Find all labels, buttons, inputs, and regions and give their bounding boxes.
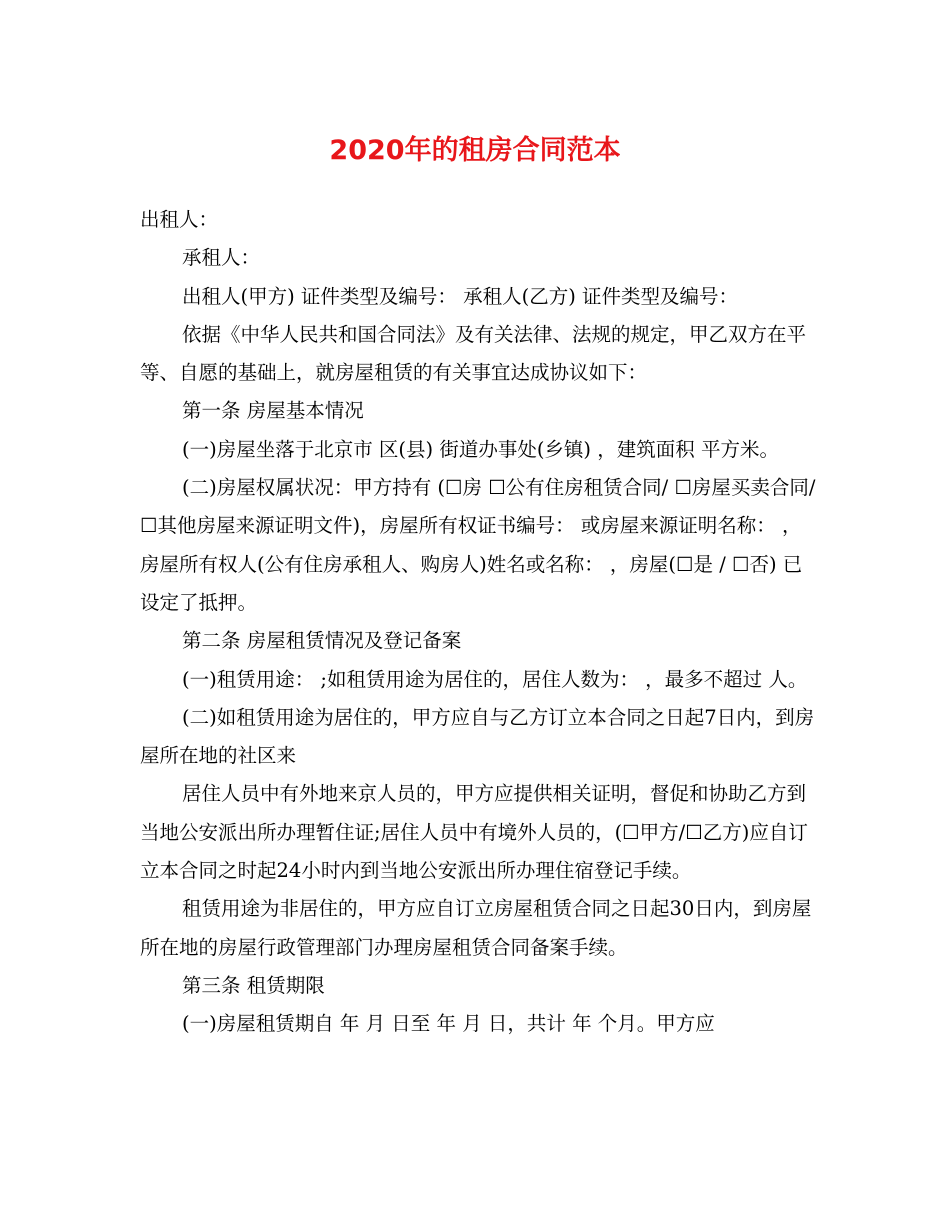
paragraph: 依据《中华人民共和国合同法》及有关法律、法规的规定，甲乙双方在平等、自愿的基础上，就房屋租赁的有关事宜达成协议如下： (140, 322, 807, 385)
paragraph: 居住人员中有外地来京人员的，甲方应提供相关证明，督促和协助乙方到当地公安派出所办理暂住证;居住人员中有境外人员的，(☐甲方/☐乙方)应自订立本合同之时起24小时内到当地公安派出所办理住宿登记手续。 (140, 782, 808, 883)
paragraph: 出租人： (140, 208, 219, 231)
paragraph: 第二条 房屋租赁情况及登记备案 (182, 629, 462, 653)
paragraph: (一)房屋租赁期自 年 月 日至 年 月 日，共计 年 个月。甲方应 (182, 1012, 715, 1036)
paragraph: (一)房屋坐落于北京市 区(县) 街道办事处(乡镇) ，建筑面积 平方米。 (182, 437, 779, 461)
paragraph: 出租人(甲方) 证件类型及编号： 承租人(乙方) 证件类型及编号： (182, 284, 739, 308)
document-body (140, 201, 820, 1044)
paragraph: 承租人： (182, 246, 261, 270)
paragraph: 第一条 房屋基本情况 (182, 399, 364, 423)
paragraph: (二)如租赁用途为居住的，甲方应自与乙方订立本合同之日起7日内，到房屋所在地的社区来 (140, 705, 815, 768)
paragraph: (二)房屋权属状况：甲方持有 (☐房 ☐公有住房租赁合同/ ☐房屋买卖合同/ ☐其他房屋来源证明文件)，房屋所有权证书编号： 或房屋来源证明名称： ，房屋所有权人(公有住房承租人、购房人)姓名或名称： ，房屋(☐是 / ☐否) 已设定了抵押。 (140, 476, 816, 614)
paragraph: (一)租赁用途： ;如租赁用途为居住的，居住人数为： ，最多不超过 人。 (182, 667, 808, 691)
paragraph: 第三条 租赁期限 (182, 973, 325, 997)
document-title: 2020年的租房合同范本 (329, 135, 621, 166)
paragraph: 租赁用途为非居住的，甲方应自订立房屋租赁合同之日起30日内，到房屋所在地的房屋行政管理部门办理房屋租赁合同备案手续。 (140, 897, 812, 959)
